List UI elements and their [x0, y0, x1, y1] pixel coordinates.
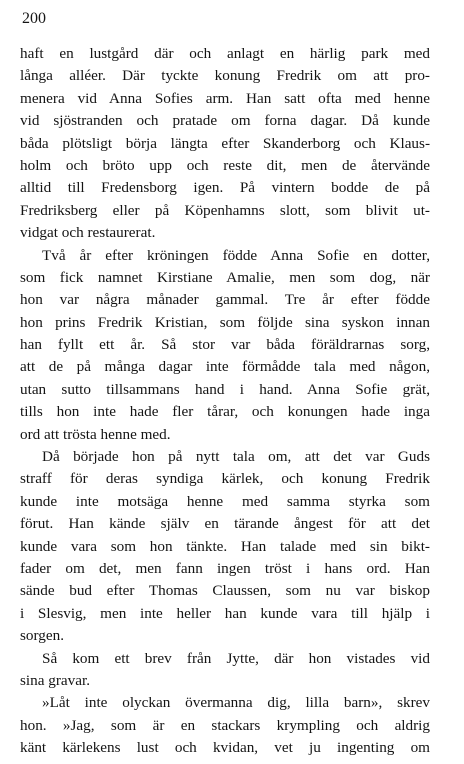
paragraph	[20, 446, 430, 648]
text-line: »Låt inte olyckan övermanna dig, lilla barn», skrev	[42, 694, 430, 712]
text-line: han fyllt ett år. Så stor var båda föräldrarnas sorg,	[20, 336, 430, 354]
paragraph	[20, 692, 430, 759]
text-line: känt kärlekens lust och kvidan, vet ju ingenting om	[20, 739, 430, 757]
text-line: långa alléer. Där tyckte konung Fredrik om att pro-	[20, 67, 430, 85]
paragraph	[20, 43, 430, 245]
text-line: tills hon inte hade fler tårar, och konungen hade inga	[20, 403, 430, 421]
text-line: kunde inte motsäga henne med samma styrka som	[20, 492, 430, 510]
body-text	[20, 43, 430, 760]
text-line: straff för deras syndiga kärlek, och konung Fredrik	[20, 470, 430, 488]
text-line: hon var några månader gammal. Tre år efter födde	[20, 291, 430, 309]
text-line: kunde vara som hon tänkte. Han talade med sin bikt-	[20, 537, 430, 555]
page-number: 200	[22, 10, 46, 27]
text-line: förut. Han kände själv en tärande ångest för att det	[20, 515, 430, 533]
text-line: att de på många dagar inte förmådde tala med någon,	[20, 358, 430, 376]
text-line: ord att trösta henne med.	[20, 425, 171, 443]
text-line: Så kom ett brev från Jytte, där hon vistades vid	[42, 649, 430, 667]
text-line: Då började hon på nytt tala om, att det var Guds	[42, 448, 430, 466]
text-line: holm och bröto upp och reste dit, men de återvände	[20, 156, 430, 174]
text-line: i Slesvig, men inte heller han kunde vara till hjälp i	[20, 604, 430, 622]
text-line: båda plötsligt börja längta efter Skanderborg och Klaus-	[20, 134, 430, 152]
text-line: sorgen.	[20, 627, 65, 645]
text-line: alltid till Fredensborg igen. På vintern bodde de på	[20, 179, 430, 197]
text-line: som fick namnet Kirstiane Amalie, men som dog, när	[20, 268, 430, 286]
text-line: vidgat och restaurerat.	[20, 224, 156, 242]
text-line: sina gravar.	[20, 671, 91, 689]
text-line: menera vid Anna Sofies arm. Han satt ofta med henne	[20, 89, 430, 107]
text-line: fader om det, men fann ingen tröst i hans ord. Han	[20, 559, 430, 577]
text-line: Fredriksberg eller på Köpenhamns slott, som blivit ut-	[20, 201, 430, 219]
text-line: haft en lustgård där och anlagt en härlig park med	[20, 45, 430, 62]
text-line: Två år efter kröningen födde Anna Sofie en dotter,	[42, 246, 430, 264]
text-line: hon prins Fredrik Kristian, som följde sina syskon innan	[20, 313, 430, 331]
text-line: vid sjöstranden och pratade om forna dagar. Då kunde	[20, 112, 430, 130]
text-line: utan sutto tillsammans hand i hand. Anna Sofie grät,	[20, 380, 430, 398]
paragraph	[20, 648, 430, 693]
text-line: sände bud efter Thomas Claussen, som nu var biskop	[20, 582, 430, 600]
text-line: hon. »Jag, som är en stackars krympling och aldrig	[20, 716, 430, 734]
paragraph	[20, 245, 430, 447]
